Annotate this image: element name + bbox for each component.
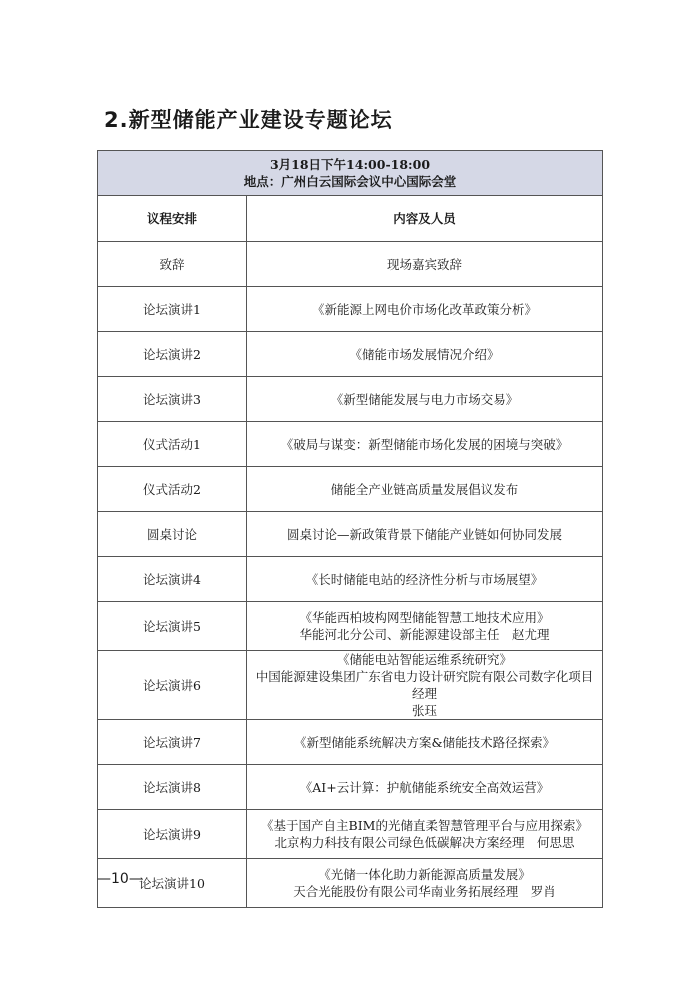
content-title: 现场嘉宾致辞 — [387, 256, 463, 272]
content-cell — [247, 287, 603, 332]
agenda-item: 论坛演讲10 — [98, 859, 247, 908]
agenda-item: 论坛演讲7 — [98, 720, 247, 765]
content-title: 《新能源上网电价市场化改革政策分析》 — [312, 301, 538, 317]
agenda-item: 论坛演讲1 — [98, 287, 247, 332]
agenda-item: 论坛演讲3 — [98, 377, 247, 422]
table-row — [98, 720, 603, 765]
content-title: 《新型储能发展与电力市场交易》 — [330, 391, 519, 407]
content-cell — [247, 810, 603, 859]
content-cell — [247, 720, 603, 765]
agenda-item: 论坛演讲9 — [98, 810, 247, 859]
session-venue: 地点：广州白云国际会议中心国际会堂 — [243, 174, 457, 189]
content-title: 《破局与谋变：新型储能市场化发展的困境与突破》 — [280, 436, 569, 452]
content-title: 《AI+云计算：护航储能系统安全高效运营》 — [299, 779, 550, 795]
content-title: 《光储一体化助力新能源高质量发展》 — [318, 867, 531, 882]
agenda-item: 论坛演讲2 — [98, 332, 247, 377]
section-heading: 2.新型储能产业建设专题论坛 — [104, 108, 393, 132]
agenda-item: 仪式活动1 — [98, 422, 247, 467]
table-row — [98, 422, 603, 467]
session-banner — [98, 151, 603, 196]
content-speaker: 张珏 — [412, 703, 438, 718]
content-cell — [247, 602, 603, 651]
content-speaker: 华能河北分公司、新能源建设部主任 赵尤理 — [299, 627, 550, 642]
content-cell — [247, 651, 603, 720]
table-row — [98, 602, 603, 651]
content-cell — [247, 765, 603, 810]
content-title: 《储能市场发展情况介绍》 — [349, 346, 500, 362]
table-row — [98, 651, 603, 720]
table-row — [98, 765, 603, 810]
session-info — [98, 151, 603, 196]
content-cell — [247, 377, 603, 422]
session-time: 3月18日下午14:00-18:00 — [269, 157, 431, 172]
content-title: 圆桌讨论—新政策背景下储能产业链如何协同发展 — [287, 526, 563, 542]
table-row — [98, 512, 603, 557]
content-title: 《基于国产自主BIM的光储直柔智慧管理平台与应用探索》 — [261, 818, 588, 833]
content-cell — [247, 422, 603, 467]
table-row — [98, 377, 603, 422]
content-title: 《华能西柏坡构网型储能智慧工地技术应用》 — [299, 610, 550, 625]
content-speaker: 北京构力科技有限公司绿色低碳解决方案经理 何思思 — [274, 835, 575, 850]
content-title: 储能全产业链高质量发展倡议发布 — [330, 481, 519, 497]
table-row — [98, 467, 603, 512]
agenda-item: 论坛演讲6 — [98, 651, 247, 720]
agenda-item: 论坛演讲4 — [98, 557, 247, 602]
table-header-row — [98, 196, 603, 242]
table-row — [98, 332, 603, 377]
table-row — [98, 557, 603, 602]
column-header-content: 内容及人员 — [247, 196, 603, 242]
page-number: —10— — [97, 871, 143, 887]
agenda-item: 论坛演讲5 — [98, 602, 247, 651]
agenda-item: 致辞 — [98, 242, 247, 287]
table-row — [98, 859, 603, 908]
content-title: 《长时储能电站的经济性分析与市场展望》 — [305, 571, 544, 587]
content-title: 《储能电站智能运维系统研究》 — [337, 652, 513, 667]
agenda-item: 仪式活动2 — [98, 467, 247, 512]
content-cell — [247, 332, 603, 377]
agenda-item: 论坛演讲8 — [98, 765, 247, 810]
content-speaker: 中国能源建设集团广东省电力设计研究院有限公司数字化项目经理 — [255, 669, 594, 701]
table-row — [98, 287, 603, 332]
content-cell — [247, 512, 603, 557]
table-row — [98, 242, 603, 287]
content-speaker: 天合光能股份有限公司华南业务拓展经理 罗肖 — [293, 884, 556, 899]
table-row — [98, 810, 603, 859]
agenda-item: 圆桌讨论 — [98, 512, 247, 557]
content-cell — [247, 467, 603, 512]
content-cell — [247, 242, 603, 287]
column-header-agenda: 议程安排 — [98, 196, 247, 242]
content-cell — [247, 557, 603, 602]
agenda-table — [97, 150, 603, 908]
content-title: 《新型储能系统解决方案&储能技术路径探索》 — [293, 734, 556, 750]
content-cell — [247, 859, 603, 908]
